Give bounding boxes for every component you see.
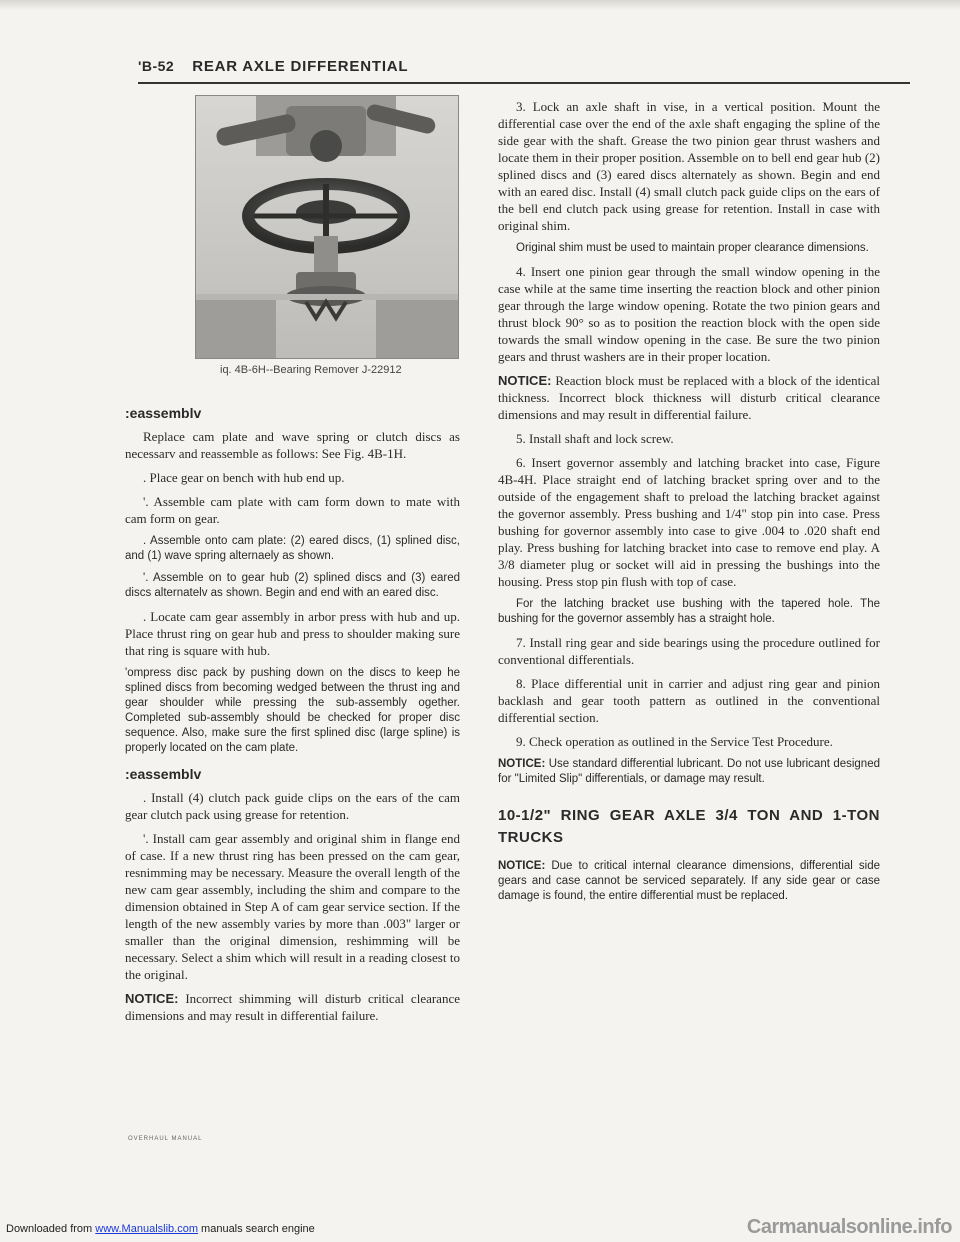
step-item: 4. Insert one pinion gear through the small window opening in the case while at the same time inserting the reaction block and other pinion gear through the large window opening. Rotate the two pinion gears and thrust block 90° so as to position the reaction block with the open side towards the small window opening in the case. Be sure the two pinion gears and thrust washers are in their proper location. [498, 264, 880, 364]
right-column [498, 98, 880, 911]
section-heading: :eassemblv [125, 405, 202, 421]
note-paragraph: Original shim must be used to maintain proper clearance dimensions. [516, 242, 869, 254]
notice-text: Incorrect shimming will disturb critical clearance dimensions and may result in differential failure. [125, 991, 460, 1023]
notice-label: NOTICE: [498, 373, 552, 388]
note-paragraph: 'ompress disc pack by pushing down on the discs to keep he splined discs from becoming wedged between the thrust ing and gear shoulder while pressing the sub-assembly ogether. Completed sub-assembly should be checked for proper disc sequence. Also, make sure the first splined disc (large spline) is properly located on the cam plate. [125, 667, 460, 754]
step-item: 5. Install shaft and lock screw. [516, 431, 674, 446]
notice-text: Use standard differential lubricant. Do not use lubricant designed for "Limited Slip" differentials, or damage may result. [498, 758, 880, 785]
step-item: . Install (4) clutch pack guide clips on the ears of the cam gear clutch pack using grease for retention. [125, 790, 460, 822]
step-item: 7. Install ring gear and side bearings using the procedure outlined for conventional differentials. [498, 635, 880, 667]
download-suffix: manuals search engine [201, 1223, 315, 1235]
page-top-edge [0, 0, 960, 10]
note-paragraph: For the latching bracket use bushing with the tapered hole. The bushing for the governor assembly has a straight hole. [498, 598, 880, 625]
watermark-logo: Carmanualsonline.info [746, 1216, 952, 1238]
page-title: REAR AXLE DIFFERENTIAL [192, 58, 409, 75]
notice-block [498, 757, 880, 787]
step-item: . Locate cam gear assembly in arbor press with hub and up. Place thrust ring on gear hub and press to shoulder making sure that ring is square with hub. [125, 609, 460, 658]
manualslib-link[interactable]: www.Manualslib.com [95, 1223, 198, 1235]
page-number: 'B-52 [138, 58, 175, 74]
step-item: . Assemble onto cam plate: (2) eared discs, (1) splined disc, and (1) wave spring alternaely as shown. [125, 535, 460, 562]
section-title: 10-1/2" RING GEAR AXLE 3/4 TON AND 1-TON TRUCKS [498, 807, 880, 846]
notice-block [498, 372, 880, 423]
notice-text: Reaction block must be replaced with a block of the identical thickness. Incorrect block thickness will disturb critical clearance dimensions and may result in differential failure. [498, 373, 881, 422]
manual-footer-mark: OVERHAUL MANUAL [128, 1136, 203, 1142]
step-item: 3. Lock an axle shaft in vise, in a vertical position. Mount the differential case over the end of the axle shaft engaging the spline of the side gear with the shaft. Grease the two pinion gear thrust washers and locate them in their proper position. Assemble on to bell end gear hub (2) splined discs and (3) eared discs alternately as shown. Begin and end with an eared disc. Install (4) small clutch pack guide clips on the ears of the bell end clutch pack using grease for retention. Install in case with original shim. [498, 99, 880, 233]
step-item: 6. Insert governor assembly and latching bracket into case, Figure 4B-4H. Place straight end of latching bracket spring over and to the outside of the engagement shaft to preload the latching bracket against the governor assembly. Press bushing and 1/4" stop pin into case. Press bushing for governor assembly into case to give .004 to .020 shaft end play. Press bushing for latching bracket into case to remove end play. A 3/8 diameter plug or socket will aid in pressing the bushings into the housing. Press stop pin flush with top of case. [498, 455, 880, 589]
step-item: 8. Place differential unit in carrier and adjust ring gear and pinion backlash and gear tooth pattern as outlined in the conventional differential section. [498, 676, 880, 725]
download-footer [0, 1218, 960, 1242]
notice-text: Due to critical internal clearance dimensions, differential side gears and case cannot be serviced separately. If any side gear or case damage is found, the entire differential must be replaced. [498, 860, 880, 902]
download-note [6, 1223, 315, 1235]
paragraph: Replace cam plate and wave spring or clutch discs as necessarv and reassemble as follows: See Fig. 4B-1H. [125, 429, 460, 461]
step-item: '. Assemble on to gear hub (2) splined discs and (3) eared discs alternatelv as shown. Begin and end with an eared disc. [125, 572, 460, 599]
step-item: '. Install cam gear assembly and original shim in flange end of case. If a new thrust ring has been pressed on the cam gear, resnimming may be necessary. Measure the overall length of the new cam gear assembly, including the shim and compare to the dimension obtained in Step A of cam gear service section. If the length of the new assembly varies by more than .003" larger or smaller than the original dimension, reshimming will be necessary. Select a shim which will result in a reading closest to the original. [125, 831, 460, 982]
bearing-remover-illustration [196, 96, 458, 358]
step-item: 9. Check operation as outlined in the Service Test Procedure. [516, 734, 833, 749]
section-heading: :eassemblv [125, 766, 202, 782]
notice-block [125, 990, 460, 1024]
step-item: '. Assemble cam plate with cam form down to mate with cam form on gear. [125, 494, 460, 526]
notice-label: NOTICE: [498, 860, 546, 872]
figure-caption: iq. 4B-6H--Bearing Remover J-22912 [220, 364, 402, 376]
notice-block [498, 859, 880, 904]
page-header [138, 58, 910, 84]
bearing-remover-photo [195, 95, 459, 359]
left-column [125, 395, 460, 1031]
download-prefix: Downloaded from [6, 1223, 93, 1235]
step-item: . Place gear on bench with hub end up. [143, 470, 345, 485]
notice-label: NOTICE: [125, 991, 179, 1006]
notice-label: NOTICE: [498, 758, 546, 770]
